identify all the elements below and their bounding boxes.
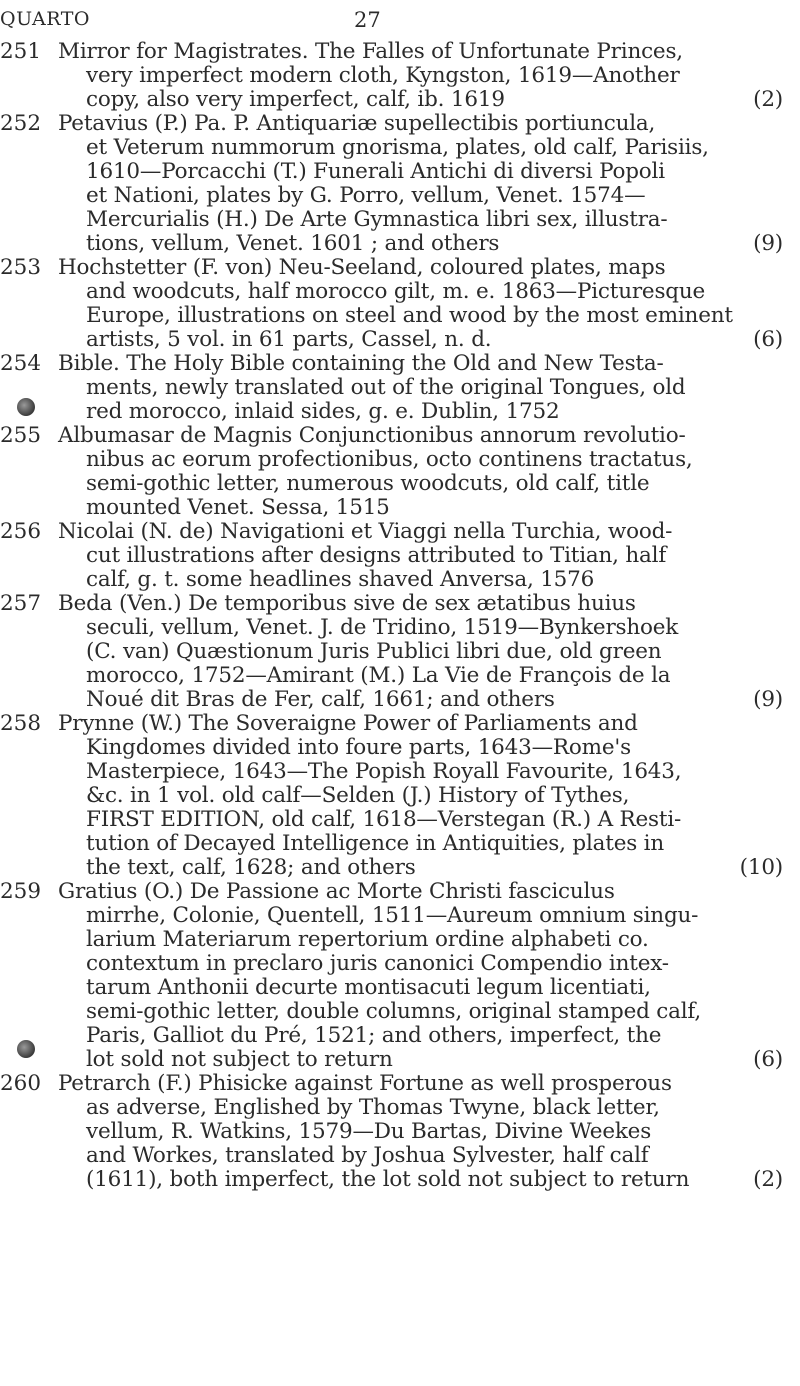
description-line (58, 1120, 793, 1144)
running-head: QUARTO (0, 8, 90, 30)
line-text: Paris, Galliot du Pré, 1521; and others, imperfect, the (86, 1023, 662, 1048)
seal-stamp-icon (17, 1040, 35, 1058)
description-line (58, 976, 793, 1000)
description-line (58, 376, 793, 400)
description-line (58, 760, 793, 784)
description-line (58, 688, 793, 712)
description-line (58, 640, 793, 664)
description-line (58, 328, 793, 352)
description-line (58, 64, 793, 88)
line-text: et Nationi, plates by G. Porro, vellum, Venet. 1574— (86, 183, 646, 208)
lot-description (58, 520, 793, 592)
description-line (58, 232, 793, 256)
description-line (58, 88, 793, 112)
lot-description (58, 40, 793, 112)
lot-entry (0, 424, 800, 520)
lot-entry (0, 1072, 800, 1192)
description-line (58, 592, 793, 616)
lot-description (58, 880, 793, 1072)
line-text: vellum, R. Watkins, 1579—Du Bartas, Divine Weekes (86, 1119, 652, 1144)
line-text: Beda (Ven.) De temporibus sive de sex ætatibus huius (58, 591, 636, 616)
lot-number: 258 (0, 711, 42, 736)
line-text: Europe, illustrations on steel and wood by the most eminent (86, 303, 733, 328)
line-text: mirrhe, Colonie, Quentell, 1511—Aureum omnium singu- (86, 903, 699, 928)
description-line (58, 208, 793, 232)
lot-description (58, 712, 793, 880)
lot-description (58, 352, 793, 424)
item-count: (10) (739, 855, 783, 880)
line-text: Albumasar de Magnis Conjunctionibus annorum revolutio- (58, 423, 686, 448)
line-text: ments, newly translated out of the original Tongues, old (86, 375, 686, 400)
line-text: Masterpiece, 1643—The Popish Royall Favourite, 1643, (86, 759, 682, 784)
description-line (58, 1168, 793, 1192)
line-text: seculi, vellum, Venet. J. de Tridino, 1519—Bynkershoek (86, 615, 679, 640)
page-header (0, 8, 800, 38)
lot-number: 253 (0, 255, 42, 280)
page-number: 27 (354, 8, 381, 32)
lot-number: 254 (0, 351, 42, 376)
description-line (58, 352, 793, 376)
description-line (58, 928, 793, 952)
lot-description (58, 592, 793, 712)
description-line (58, 160, 793, 184)
lot-list (0, 40, 800, 1192)
lot-number: 252 (0, 111, 42, 136)
description-line (58, 520, 793, 544)
description-line (58, 40, 793, 64)
description-line (58, 832, 793, 856)
description-line (58, 736, 793, 760)
line-text: Gratius (O.) De Passione ac Morte Christi fasciculus (58, 879, 615, 904)
line-text: (1611), both imperfect, the lot sold not subject to return (86, 1167, 690, 1192)
description-line (58, 136, 793, 160)
lot-number: 257 (0, 591, 42, 616)
seal-stamp-icon (17, 398, 35, 416)
line-text: morocco, 1752—Amirant (M.) La Vie de François de la (86, 663, 671, 688)
description-line (58, 448, 793, 472)
description-line (58, 1024, 793, 1048)
line-text: semi-gothic letter, numerous woodcuts, old calf, title (86, 471, 650, 496)
lot-entry (0, 592, 800, 712)
line-text: Mirror for Magistrates. The Falles of Unfortunate Princes, (58, 39, 683, 64)
description-line (58, 712, 793, 736)
line-text: Hochstetter (F. von) Neu-Seeland, coloured plates, maps (58, 255, 666, 280)
description-line (58, 304, 793, 328)
line-text: 1610—Porcacchi (T.) Funerali Antichi di diversi Popoli (86, 159, 665, 184)
description-line (58, 400, 793, 424)
line-text: Mercurialis (H.) De Arte Gymnastica libri sex, illustra- (86, 207, 668, 232)
line-text: tution of Decayed Intelligence in Antiquities, plates in (86, 831, 665, 856)
lot-description (58, 256, 793, 352)
lot-number: 255 (0, 423, 42, 448)
description-line (58, 184, 793, 208)
description-line (58, 280, 793, 304)
lot-number: 251 (0, 39, 42, 64)
line-text: Prynne (W.) The Soveraigne Power of Parliaments and (58, 711, 638, 736)
line-text: Kingdomes divided into foure parts, 1643—Rome's (86, 735, 631, 760)
line-text: copy, also very imperfect, calf, ib. 1619 (86, 87, 505, 112)
item-count: (9) (753, 687, 783, 712)
lot-number: 259 (0, 879, 42, 904)
line-text: Noué dit Bras de Fer, calf, 1661; and others (86, 687, 555, 712)
line-text: Nicolai (N. de) Navigationi et Viaggi nella Turchia, wood- (58, 519, 673, 544)
description-line (58, 952, 793, 976)
description-line (58, 808, 793, 832)
line-text: Petavius (P.) Pa. P. Antiquariæ supellectibis portiuncula, (58, 111, 656, 136)
lot-number: 260 (0, 1071, 42, 1096)
description-line (58, 784, 793, 808)
line-text: and woodcuts, half morocco gilt, m. e. 1863—Picturesque (86, 279, 706, 304)
line-text: cut illustrations after designs attributed to Titian, half (86, 543, 667, 568)
line-text: red morocco, inlaid sides, g. e. Dublin, 1752 (86, 399, 560, 424)
lot-entry (0, 112, 800, 256)
description-line (58, 1072, 793, 1096)
description-line (58, 904, 793, 928)
lot-entry (0, 520, 800, 592)
lot-number: 256 (0, 519, 42, 544)
line-text: the text, calf, 1628; and others (86, 855, 416, 880)
item-count: (2) (753, 1167, 783, 1192)
lot-entry (0, 352, 800, 424)
description-line (58, 1000, 793, 1024)
lot-entry (0, 880, 800, 1072)
item-count: (9) (753, 231, 783, 256)
line-text: mounted Venet. Sessa, 1515 (86, 495, 390, 520)
item-count: (2) (753, 87, 783, 112)
description-line (58, 664, 793, 688)
lot-description (58, 112, 793, 256)
line-text: artists, 5 vol. in 61 parts, Cassel, n. d. (86, 327, 492, 352)
lot-description (58, 1072, 793, 1192)
line-text: as adverse, Englished by Thomas Twyne, black letter, (86, 1095, 660, 1120)
item-count: (6) (753, 1047, 783, 1072)
item-count: (6) (753, 327, 783, 352)
line-text: larium Materiarum repertorium ordine alphabeti co. (86, 927, 649, 952)
line-text: semi-gothic letter, double columns, original stamped calf, (86, 999, 702, 1024)
line-text: tions, vellum, Venet. 1601 ; and others (86, 231, 500, 256)
line-text: (C. van) Quæstionum Juris Publici libri due, old green (86, 639, 662, 664)
line-text: lot sold not subject to return (86, 1047, 393, 1072)
line-text: Bible. The Holy Bible containing the Old and New Testa- (58, 351, 664, 376)
line-text: very imperfect modern cloth, Kyngston, 1619—Another (86, 63, 680, 88)
line-text: FIRST EDITION, old calf, 1618—Verstegan (R.) A Resti- (86, 807, 682, 832)
line-text: tarum Anthonii decurte montisacuti legum licentiati, (86, 975, 651, 1000)
description-line (58, 1048, 793, 1072)
description-line (58, 544, 793, 568)
lot-entry (0, 40, 800, 112)
line-text: contextum in preclaro juris canonici Compendio intex- (86, 951, 669, 976)
description-line (58, 424, 793, 448)
description-line (58, 856, 793, 880)
lot-description (58, 424, 793, 520)
description-line (58, 880, 793, 904)
line-text: calf, g. t. some headlines shaved Anversa, 1576 (86, 567, 595, 592)
description-line (58, 472, 793, 496)
description-line (58, 1144, 793, 1168)
lot-entry (0, 256, 800, 352)
description-line (58, 496, 793, 520)
description-line (58, 256, 793, 280)
line-text: and Workes, translated by Joshua Sylvester, half calf (86, 1143, 649, 1168)
line-text: &c. in 1 vol. old calf—Selden (J.) History of Tythes, (86, 783, 630, 808)
description-line (58, 112, 793, 136)
line-text: Petrarch (F.) Phisicke against Fortune as well prosperous (58, 1071, 672, 1096)
lot-entry (0, 712, 800, 880)
description-line (58, 616, 793, 640)
line-text: et Veterum nummorum gnorisma, plates, old calf, Parisiis, (86, 135, 709, 160)
line-text: nibus ac eorum profectionibus, octo continens tractatus, (86, 447, 693, 472)
description-line (58, 568, 793, 592)
description-line (58, 1096, 793, 1120)
